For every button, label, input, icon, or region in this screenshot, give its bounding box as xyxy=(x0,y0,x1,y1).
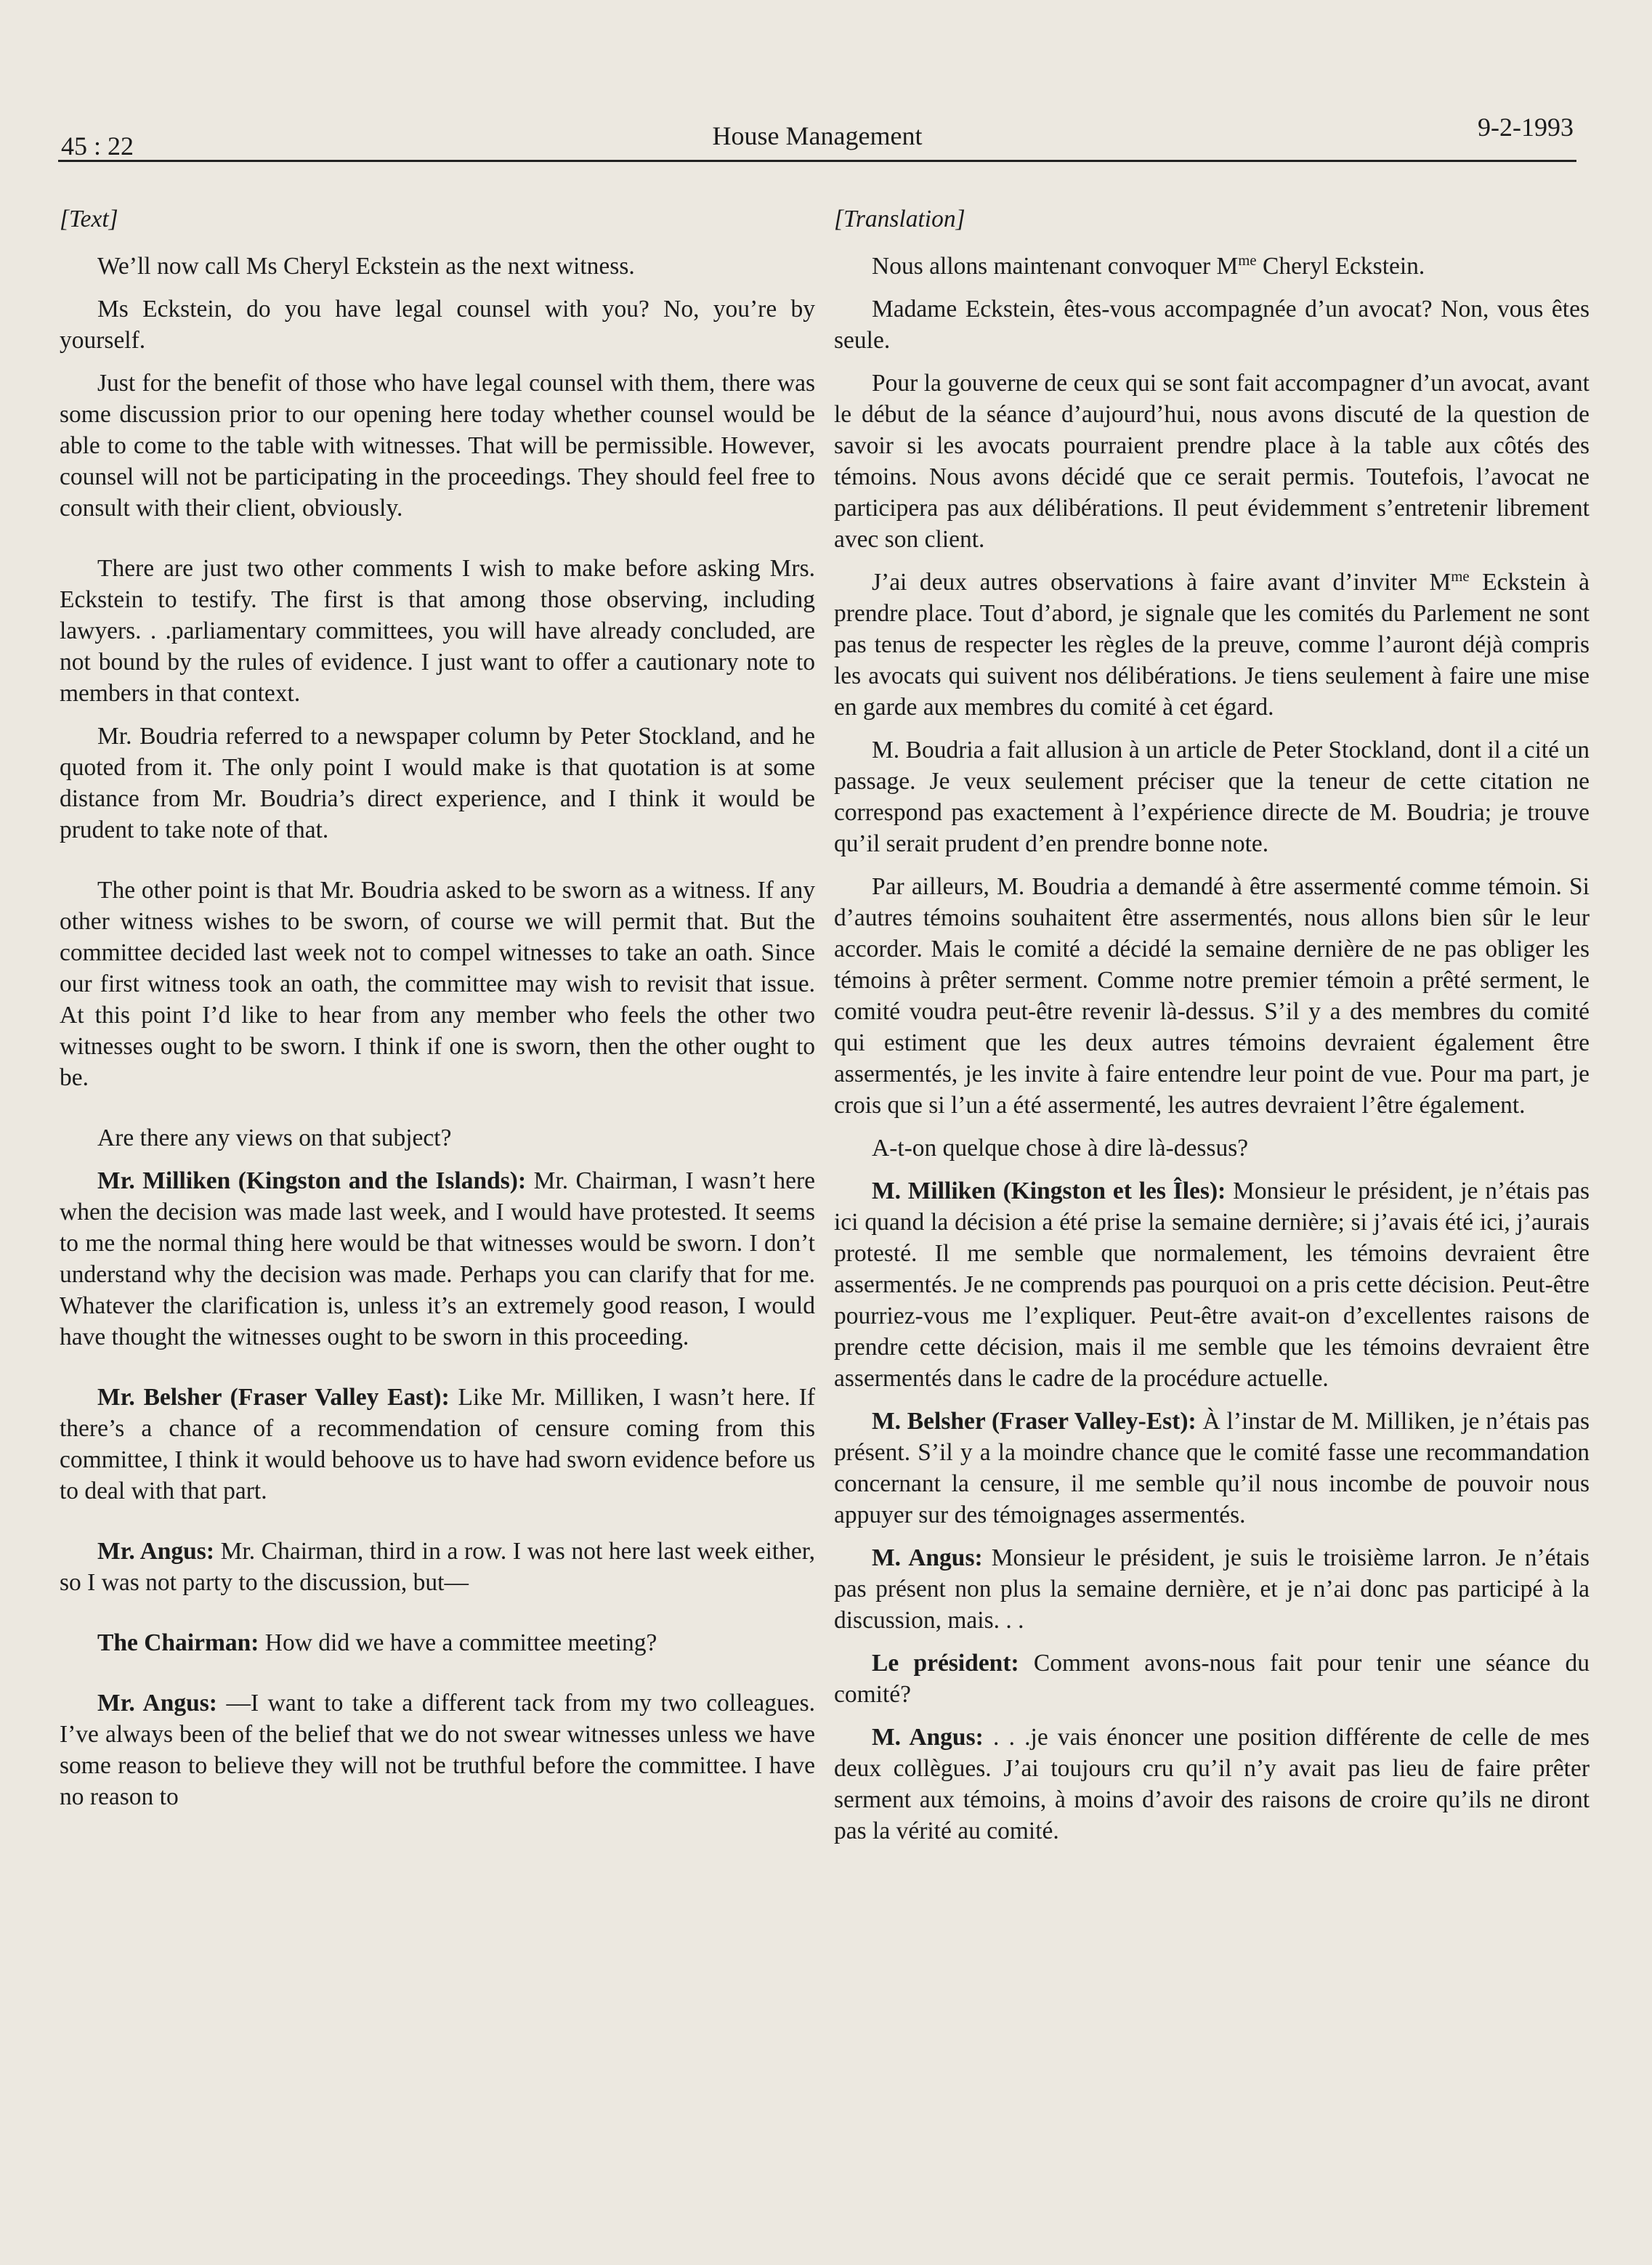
text-tag: [Text] xyxy=(60,206,118,232)
speech-text: Mr. Chairman, third in a row. I was not here last week either, so I was not party to the discussion, but— xyxy=(60,1538,815,1596)
speech-text: —I want to take a different tack from my two colleagues. I’ve always been of the belief that we do not swear witnesses unless we have some reason to believe they will not be truthful before the committee. I have no reason to xyxy=(60,1690,815,1810)
speech-text: Monsieur le président, je n’étais pas ici quand la décision a été prise la semaine dernière; si j’avais été ici, j’aurais protesté. Il me semble que normalement, les témoins devraient être assermentés. Je ne comprends pas pourquoi on a pris cette décision. Peut-être pourriez-vous me l’expliquer. Peut-être avait-on d’excellentes raisons de prendre cette décision, mais il me semble que les témoins devraient être assermentés dans le cadre de la procédure actuelle. xyxy=(834,1178,1590,1392)
speaker-name: Mr. Angus: xyxy=(97,1690,217,1717)
paragraph: M. Boudria a fait allusion à un article de Peter Stockland, dont il a cité un passage. Je veux seulement préciser que la teneur de cette citation ne correspond pas exactement à l’expérience directe de M. Boudria; je trouve qu’il serait prudent d’en prendre bonne note. xyxy=(834,737,1590,857)
paragraph: Madame Eckstein, êtes-vous accompagnée d’un avocat? Non, vous êtes seule. xyxy=(834,296,1590,354)
speech-paragraph xyxy=(834,1648,1590,1710)
paragraph: J’ai deux autres observations à faire avant d’inviter $M^{me}$ Eckstein à prendre place. Tout d’abord, je signale que les comités du Parlement ne sont pas tenus de respecter les règles de la preuve, comme l’auront déjà compris les avocats qui suivent nos délibérations. Je tiens seulement à faire une mise en garde aux membres du comité à cet égard. xyxy=(834,567,1590,721)
paragraph: Pour la gouverne de ceux qui se sont fait accompagner d’un avocat, avant le début de la séance d’aujourd’hui, nous avons discuté de la question de savoir si les avocats pourraient prendre place à la table aux côtés des témoins. Nous avons décidé que ce serait permis. Toutefois, l’avocat ne participera pas aux délibérations. Il peut évidemment s’entretenir librement avec son client. xyxy=(834,370,1590,553)
speaker-name: Mr. Angus: xyxy=(97,1538,214,1565)
speaker-name: M. Angus: xyxy=(872,1724,984,1751)
speaker-name: M. Belsher (Fraser Valley-Est): xyxy=(872,1408,1197,1435)
speaker-name: M. Milliken (Kingston et les Îles): xyxy=(872,1178,1226,1204)
speech-paragraph xyxy=(60,1687,815,1812)
paragraph: Par ailleurs, M. Boudria a demandé à être assermenté comme témoin. Si d’autres témoins souhaitent être assermentés, nous allons bien sûr le leur accorder. Mais le comité a décidé la semaine dernière de ne pas obliger les témoins à prêter serment. Comme notre premier témoin a prêté serment, le comité voudra peut-être revenir là-dessus. S’il y a des membres du comité qui estiment que les deux autres témoins devraient également être assermentés, je les invite à faire entendre leur point de vue. Pour ma part, je crois que si l’un a été assermenté, les autres devraient l’être également. xyxy=(834,873,1590,1119)
speech-text: À l’instar de M. Milliken, je n’étais pas présent. S’il y a la moindre chance que le comité fasse une recommandation concernant la censure, il me semble qu’il nous incombe de pouvoir nous appuyer sur des témoignages assermentés. xyxy=(834,1408,1590,1528)
speech-paragraph xyxy=(834,1175,1590,1394)
speech-text: Mr. Chairman, I wasn’t here when the decision was made last week, and I would have protested. It seems to me the normal thing here would be that witnesses would be sworn. I don’t understand why the decision was made. Perhaps you can clarify that for me. Whatever the clarification is, unless it’s an extremely good reason, I would have thought the witnesses ought to be sworn in this proceeding. xyxy=(60,1167,816,1350)
paragraph: Ms Eckstein, do you have legal counsel with you? No, you’re by yourself. xyxy=(60,296,815,354)
speech-text: . . .je vais énoncer une position différente de celle de mes deux collègues. J’ai toujours cru qu’il n’y avait pas lieu de faire prêter serment aux témoins, à moins d’avoir des raisons de croire qu’ils ne diront pas la vérité au comité. xyxy=(834,1724,1590,1844)
speech-paragraph xyxy=(60,1627,815,1658)
paragraph: There are just two other comments I wish to make before asking Mrs. Eckstein to testify. The first is that among those observing, including lawyers. . .parliamentary committees, you will have already concluded, are not bound by the rules of evidence. I just want to offer a cautionary note to members in that context. xyxy=(60,555,815,707)
running-header xyxy=(58,109,1576,162)
speaker-name: Mr. Belsher (Fraser Valley East): xyxy=(97,1384,450,1411)
speech-paragraph xyxy=(60,1382,815,1507)
paragraph: The other point is that Mr. Boudria asked to be sworn as a witness. If any other witness wishes to be sworn, of course we will permit that. But the committee decided last week not to compel witnesses to take an oath. Since our first witness took an oath, the committee may wish to revisit that issue. At this point I’d like to hear from any member who feels the other two witnesses ought to be sworn. I think if one is sworn, then the other ought to be. xyxy=(60,877,815,1091)
paragraph: We’ll now call Ms Cheryl Eckstein as the next witness. xyxy=(97,253,635,280)
speech-text: Monsieur le président, je suis le troisième larron. Je n’étais pas présent non plus la semaine dernière, et je n’ai donc pas participé à la discussion, mais. . . xyxy=(834,1544,1590,1634)
page-number: 45 : 22 xyxy=(61,131,134,161)
paragraph: Mr. Boudria referred to a newspaper column by Peter Stockland, and he quoted from it. The only point I would make is that quotation is at some distance from Mr. Boudria’s direct experience, and I think it would be prudent to take note of that. xyxy=(60,723,815,843)
speech-paragraph xyxy=(834,1722,1590,1847)
speech-text: Like Mr. Milliken, I wasn’t here. If there’s a chance of a recommendation of censure coming from this committee, I think it would behoove us to have had sworn evidence before us to deal with that part. xyxy=(60,1384,815,1504)
translation-tag: [Translation] xyxy=(834,206,965,232)
speaker-name: M. Angus: xyxy=(872,1544,983,1571)
speech-paragraph xyxy=(60,1165,815,1353)
speech-paragraph xyxy=(60,1536,815,1598)
speaker-name: Mr. Milliken (Kingston and the Islands): xyxy=(97,1167,527,1194)
left-column-english xyxy=(60,203,815,1812)
publication-title: House Management xyxy=(712,121,923,150)
publication-date: 9-2-1993 xyxy=(1478,113,1574,142)
paragraph: A-t-on quelque chose à dire là-dessus? xyxy=(872,1135,1249,1162)
speech-text: How did we have a committee meeting? xyxy=(259,1629,657,1656)
speaker-name: Le président: xyxy=(872,1650,1019,1677)
paragraph: Nous allons maintenant convoquer $M^{me}$ Cheryl Eckstein. xyxy=(872,251,1425,280)
speech-text: Comment avons-nous fait pour tenir une séance du comité? xyxy=(834,1650,1590,1708)
speaker-name: The Chairman: xyxy=(97,1629,259,1656)
speech-paragraph xyxy=(834,1542,1590,1636)
right-column-french xyxy=(834,203,1590,1847)
speech-paragraph xyxy=(834,1406,1590,1531)
paragraph: Are there any views on that subject? xyxy=(97,1125,452,1151)
paragraph: Just for the benefit of those who have legal counsel with them, there was some discussion prior to our opening here today whether counsel would be able to come to the table with witnesses. That will be permissible. However, counsel will not be participating in the proceedings. They should feel free to consult with their client, obviously. xyxy=(60,370,815,522)
